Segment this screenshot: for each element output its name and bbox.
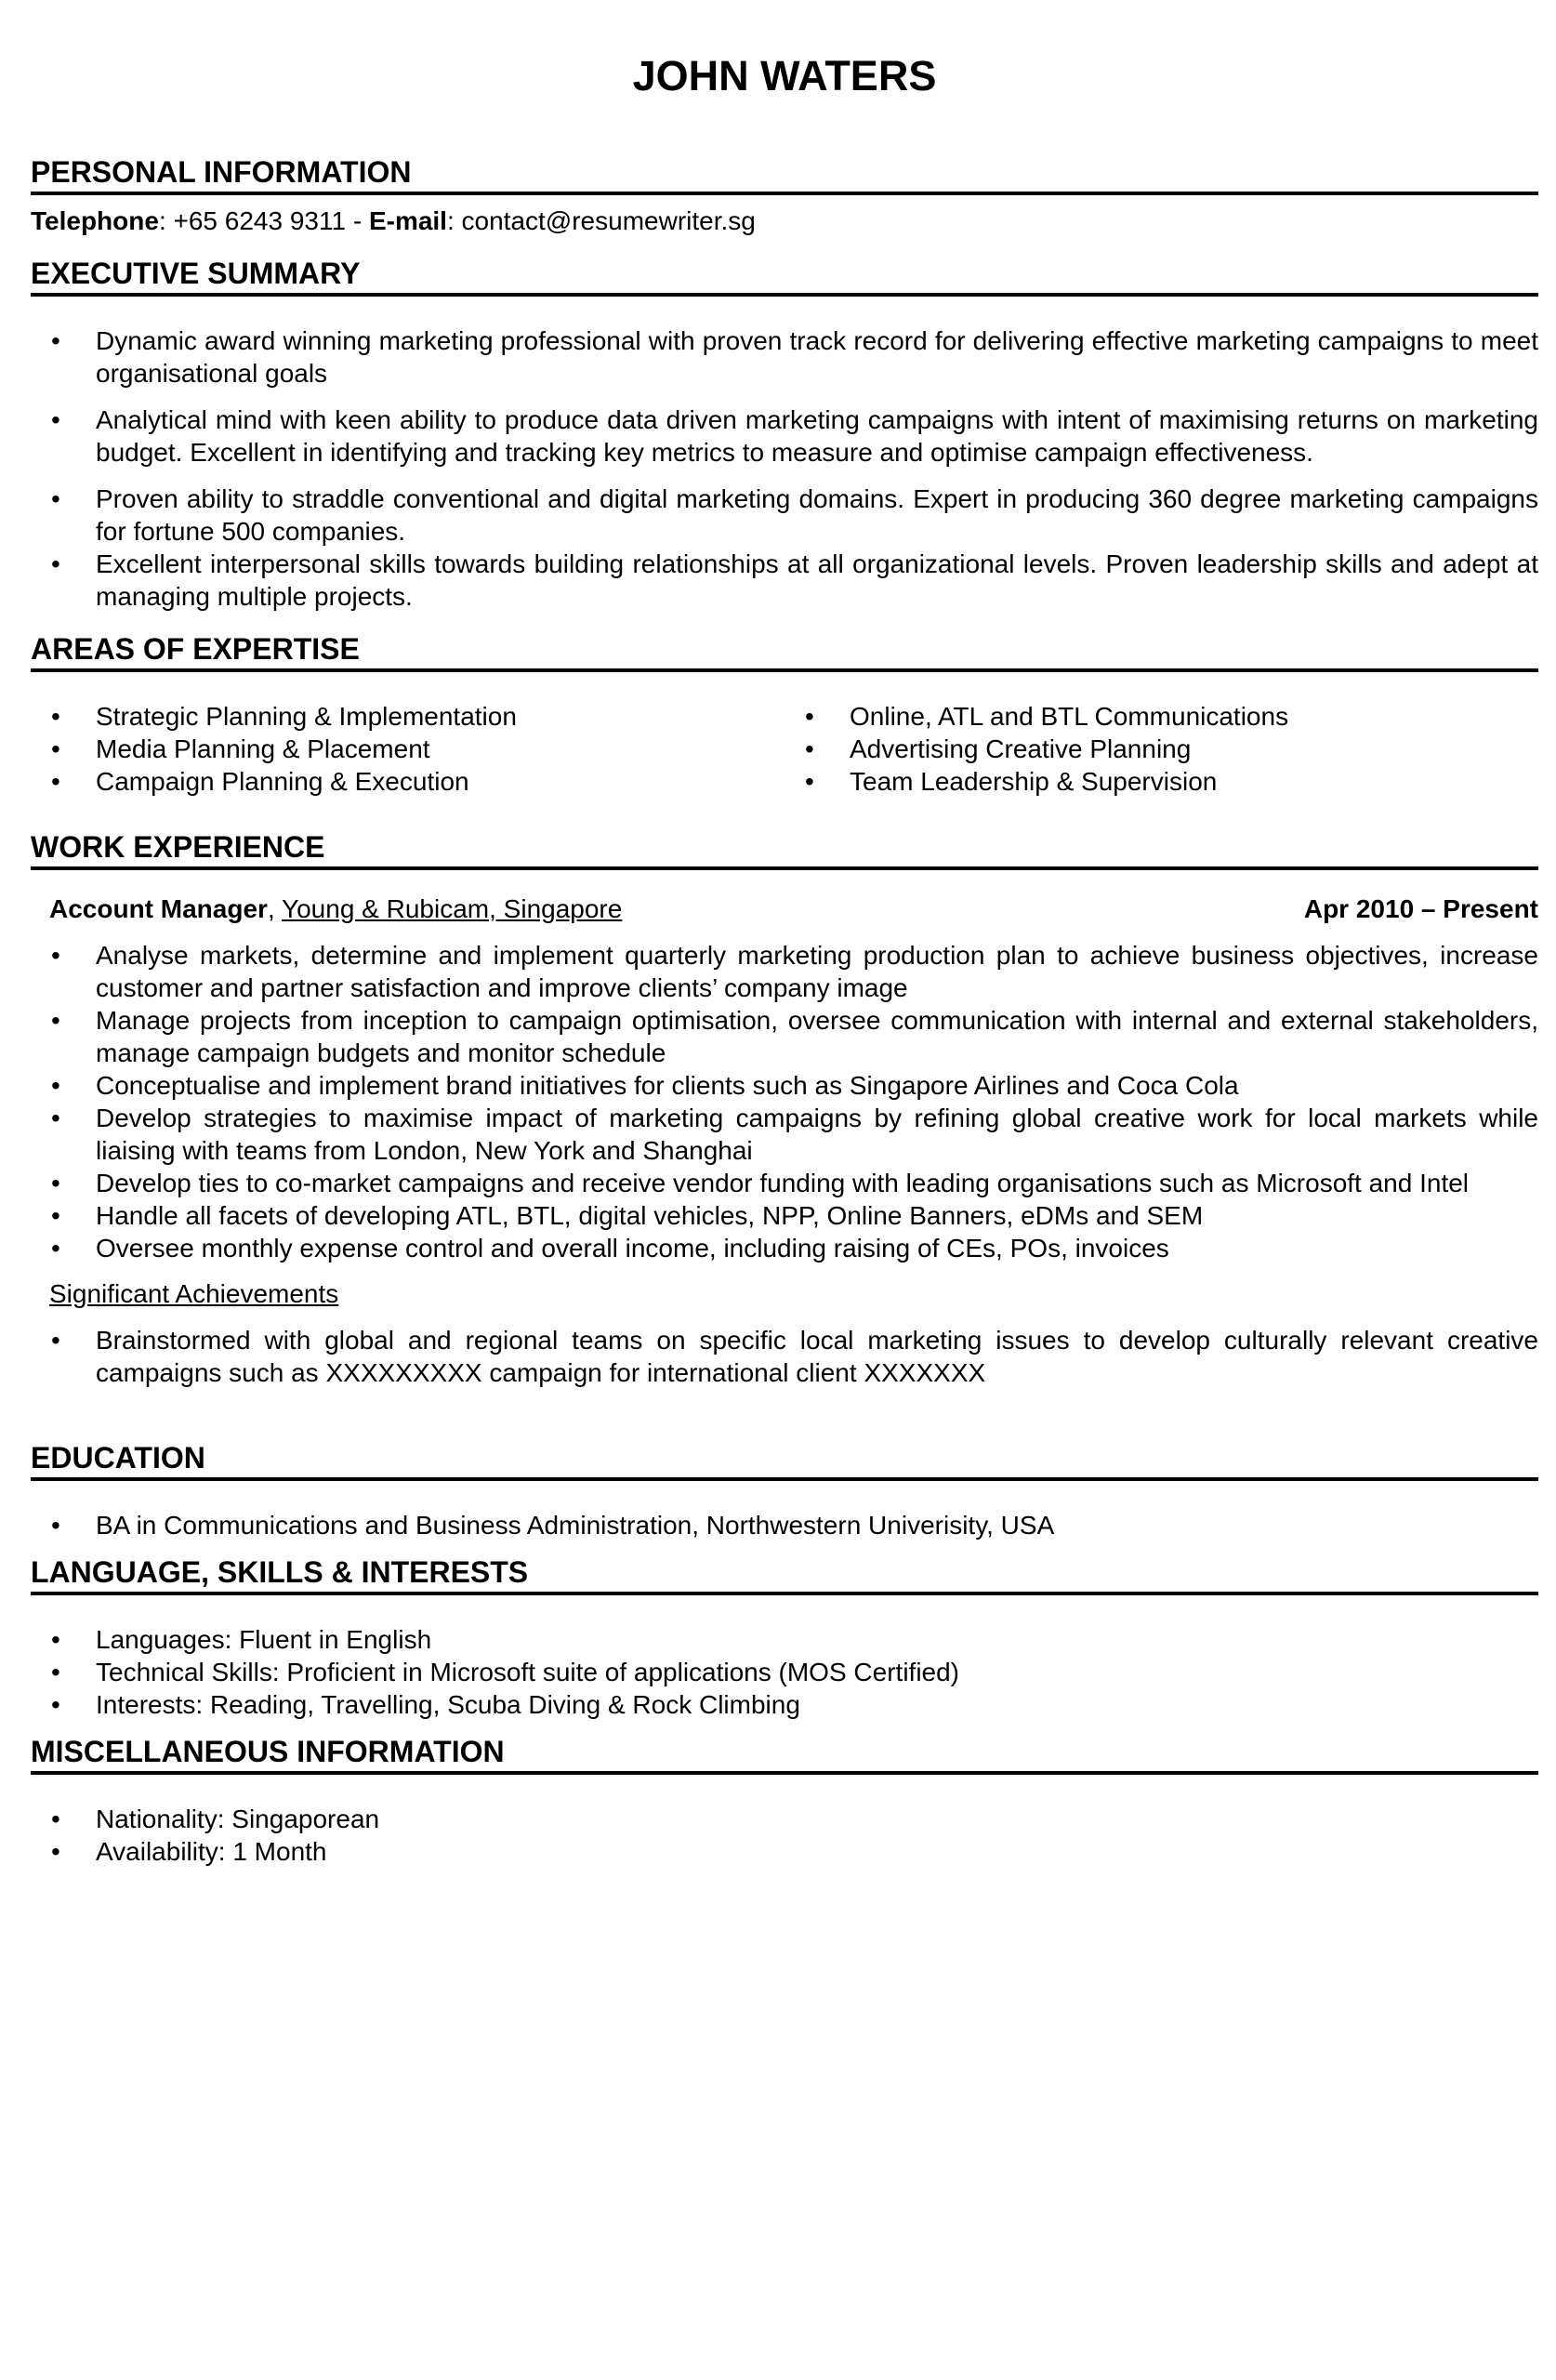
achievements-title: Significant Achievements: [49, 1279, 339, 1308]
list-item: • Interests: Reading, Travelling, Scuba Diving & Rock Climbing: [31, 1688, 1538, 1721]
skills-section: [31, 1554, 1538, 1721]
job-company: Young & Rubicam, Singapore: [282, 894, 623, 923]
personal-title: PERSONAL INFORMATION: [31, 154, 1538, 195]
list-item: • Proven ability to straddle conventional and digital marketing domains. Expert in producing 360 degree marketing campaigns for fortune 500 companies.: [31, 483, 1538, 548]
misc-title: MISCELLANEOUS INFORMATION: [31, 1734, 1538, 1775]
work-list: [31, 939, 1538, 1264]
summary-section: [31, 256, 1538, 613]
candidate-name: JOHN WATERS: [632, 52, 937, 99]
skills-title: LANGUAGE, SKILLS & INTERESTS: [31, 1554, 1538, 1595]
education-title: EDUCATION: [31, 1440, 1538, 1481]
list-item: • Team Leadership & Supervision: [785, 765, 1538, 798]
list-item: • Excellent interpersonal skills towards building relationships at all organizational levels. Proven leadership skills and adept at managing multiple projects.: [31, 548, 1538, 613]
education-list: [31, 1509, 1538, 1541]
list-item: • Analytical mind with keen ability to produce data driven marketing campaigns with intent of maximising returns on marketing budget. Excellent in identifying and tracking key metrics to measure and optimise campaign effectiveness.: [31, 403, 1538, 469]
job-dates: Apr 2010 – Present: [1303, 894, 1538, 923]
work-section: [31, 829, 1538, 1389]
expertise-section: [31, 631, 1538, 798]
job-role: Account Manager: [49, 894, 268, 923]
work-title: WORK EXPERIENCE: [31, 829, 1538, 870]
personal-section: [31, 154, 1538, 237]
list-item: • Manage projects from inception to campaign optimisation, oversee communication with internal and external stakeholders, manage campaign budgets and monitor schedule: [31, 1004, 1538, 1069]
summary-list: [31, 324, 1538, 613]
telephone-label: Telephone: [31, 206, 159, 235]
misc-section: [31, 1734, 1538, 1868]
list-item: • Dynamic award winning marketing professional with proven track record for delivering effective marketing campaigns to meet organisational goals: [31, 324, 1538, 390]
email-value: : contact@resumewriter.sg: [446, 206, 756, 235]
email-label: E-mail: [368, 206, 447, 235]
expertise-right-list: [785, 700, 1538, 798]
list-item: • Brainstormed with global and regional teams on specific local marketing issues to develop culturally relevant creative campaigns such as XXXXXXXXX campaign for international client XXXXXXX: [31, 1324, 1538, 1389]
list-item: • Media Planning & Placement: [31, 733, 785, 765]
expertise-columns: [31, 700, 1538, 798]
job-title-line: [49, 892, 622, 925]
telephone-value: : +65 6243 9311 -: [158, 206, 369, 235]
skills-list: [31, 1623, 1538, 1721]
list-item: • Analyse markets, determine and implement quarterly marketing production plan to achieve business objectives, increase customer and partner satisfaction and improve clients’ company image: [31, 939, 1538, 1004]
list-item: • Online, ATL and BTL Communications: [785, 700, 1538, 733]
list-item: • Campaign Planning & Execution: [31, 765, 785, 798]
expertise-left-list: [31, 700, 785, 798]
list-item: • Languages: Fluent in English: [31, 1623, 1538, 1656]
job-header: [31, 892, 1538, 925]
list-item: • Nationality: Singaporean: [31, 1803, 1538, 1835]
list-item: • Develop ties to co-market campaigns and receive vendor funding with leading organisations such as Microsoft and Intel: [31, 1167, 1538, 1199]
contact-line: [31, 205, 1538, 237]
expertise-title: AREAS OF EXPERTISE: [31, 631, 1538, 672]
list-item: • Advertising Creative Planning: [785, 733, 1538, 765]
list-item: • Handle all facets of developing ATL, BTL, digital vehicles, NPP, Online Banners, eDMs and SEM: [31, 1199, 1538, 1232]
education-section: [31, 1440, 1538, 1541]
list-item: • Technical Skills: Proficient in Microsoft suite of applications (MOS Certified): [31, 1656, 1538, 1688]
list-item: • Availability: 1 Month: [31, 1835, 1538, 1868]
list-item: • Strategic Planning & Implementation: [31, 700, 785, 733]
list-item: • BA in Communications and Business Administration, Northwestern Univerisity, USA: [31, 1509, 1538, 1541]
resume-page: [31, 0, 1538, 1868]
misc-list: [31, 1803, 1538, 1868]
list-item: • Conceptualise and implement brand initiatives for clients such as Singapore Airlines and Coca Cola: [31, 1069, 1538, 1102]
summary-title: EXECUTIVE SUMMARY: [31, 256, 1538, 297]
list-item: • Develop strategies to maximise impact of marketing campaigns by refining global creative work for local markets while liaising with teams from London, New York and Shanghai: [31, 1102, 1538, 1167]
achievements-list: [31, 1324, 1538, 1389]
list-item: • Oversee monthly expense control and overall income, including raising of CEs, POs, invoices: [31, 1232, 1538, 1264]
job-separator: ,: [267, 894, 282, 923]
